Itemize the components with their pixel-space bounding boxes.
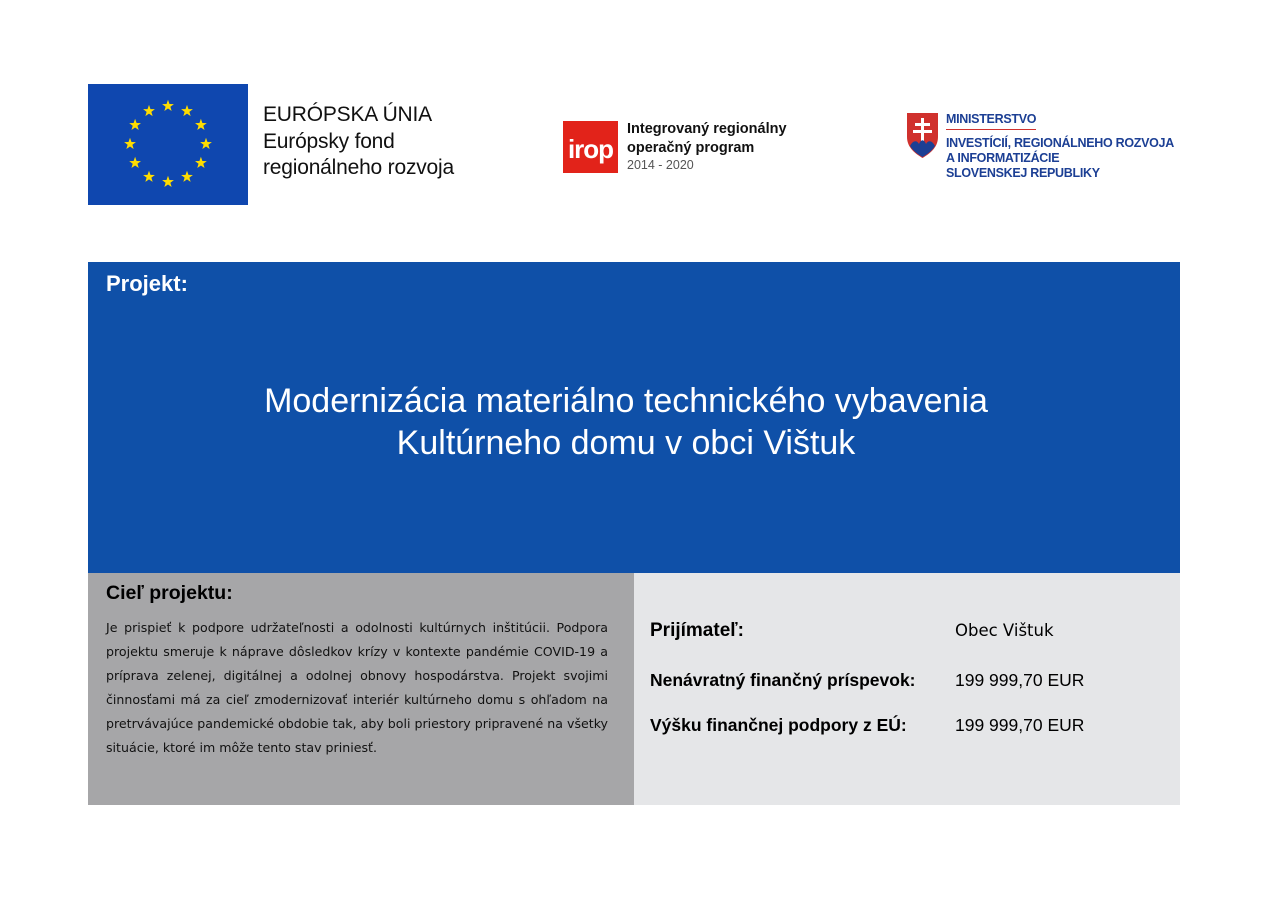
eu-star-icon — [124, 138, 136, 149]
eu-star-icon — [181, 171, 193, 182]
ministry-title: MINISTERSTVO — [946, 112, 1036, 130]
eu-star-icon — [162, 176, 174, 187]
grant-value: 199 999,70 EUR — [955, 670, 1085, 690]
eu-star-icon — [143, 171, 155, 182]
goal-panel — [88, 573, 634, 805]
eu-flag-icon — [88, 84, 248, 205]
eu-star-icon — [129, 157, 141, 168]
ministry-logo-text — [946, 112, 1174, 181]
project-title-line2: Kultúrneho domu v obci Vištuk — [396, 424, 856, 462]
eu-flag-stars — [88, 84, 248, 205]
irop-years: 2014 - 2020 — [627, 158, 694, 172]
eu-fund-line2: regionálneho rozvoja — [263, 156, 454, 179]
grant-label: Nenávratný finančný príspevok: — [650, 670, 916, 690]
recipient-value: Obec Vištuk — [955, 621, 1054, 640]
ministry-line1: INVESTÍCIÍ, REGIONÁLNEHO ROZVOJA — [946, 135, 1174, 150]
eu-star-icon — [143, 105, 155, 116]
project-band — [88, 262, 1180, 573]
irop-logo-caption — [627, 120, 787, 172]
recipient-label: Prijímateľ: — [650, 620, 744, 641]
eu-star-icon — [200, 138, 212, 149]
eu-support-label: Výšku finančnej podpory z EÚ: — [650, 715, 907, 735]
ministry-line3: SLOVENSKEJ REPUBLIKY — [946, 165, 1100, 180]
info-panel — [634, 573, 1180, 805]
eu-fund-line1: Európsky fond — [263, 129, 395, 153]
eu-star-icon — [129, 119, 141, 130]
goal-heading: Cieľ projektu: — [106, 582, 233, 604]
eu-star-icon — [181, 105, 193, 116]
goal-text: Je prispieť k podpore udržateľnosti a odolnosti kultúrnych inštitúcii. Podpora projektu smeruje k náprave dôsledkov krízy v kontexte pandémie COVID-19 a príprava zelenej, digitálnej a odolnej obnovy hospodárstva. Projekt svojimi činnosťami má za cieľ zmodernizovať interiér kultúrneho domu s ohľadom na pretrvávajúce pandemické obdobie tak, aby boli priestory pripravené na všetky situácie, ktoré im môže tento stav priniesť. — [106, 620, 608, 755]
eu-star-icon — [162, 100, 174, 111]
irop-line1: Integrovaný regionálny — [627, 121, 787, 137]
slovak-coat-of-arms-icon — [907, 113, 938, 158]
eu-logo-text — [263, 102, 454, 182]
ministry-line2: A INFORMATIZÁCIE — [946, 150, 1060, 165]
irop-logo-icon — [563, 121, 618, 173]
eu-support-value: 199 999,70 EUR — [955, 715, 1085, 735]
eu-name: EURÓPSKA ÚNIA — [263, 103, 432, 126]
project-title — [88, 380, 1164, 464]
project-label: Projekt: — [106, 271, 188, 296]
irop-line2: operačný program — [627, 140, 755, 156]
eu-star-icon — [195, 119, 207, 130]
eu-star-icon — [195, 157, 207, 168]
irop-logo-text: irop — [567, 134, 614, 164]
project-title-line1: Modernizácia materiálno technického vybavenia — [264, 382, 988, 420]
